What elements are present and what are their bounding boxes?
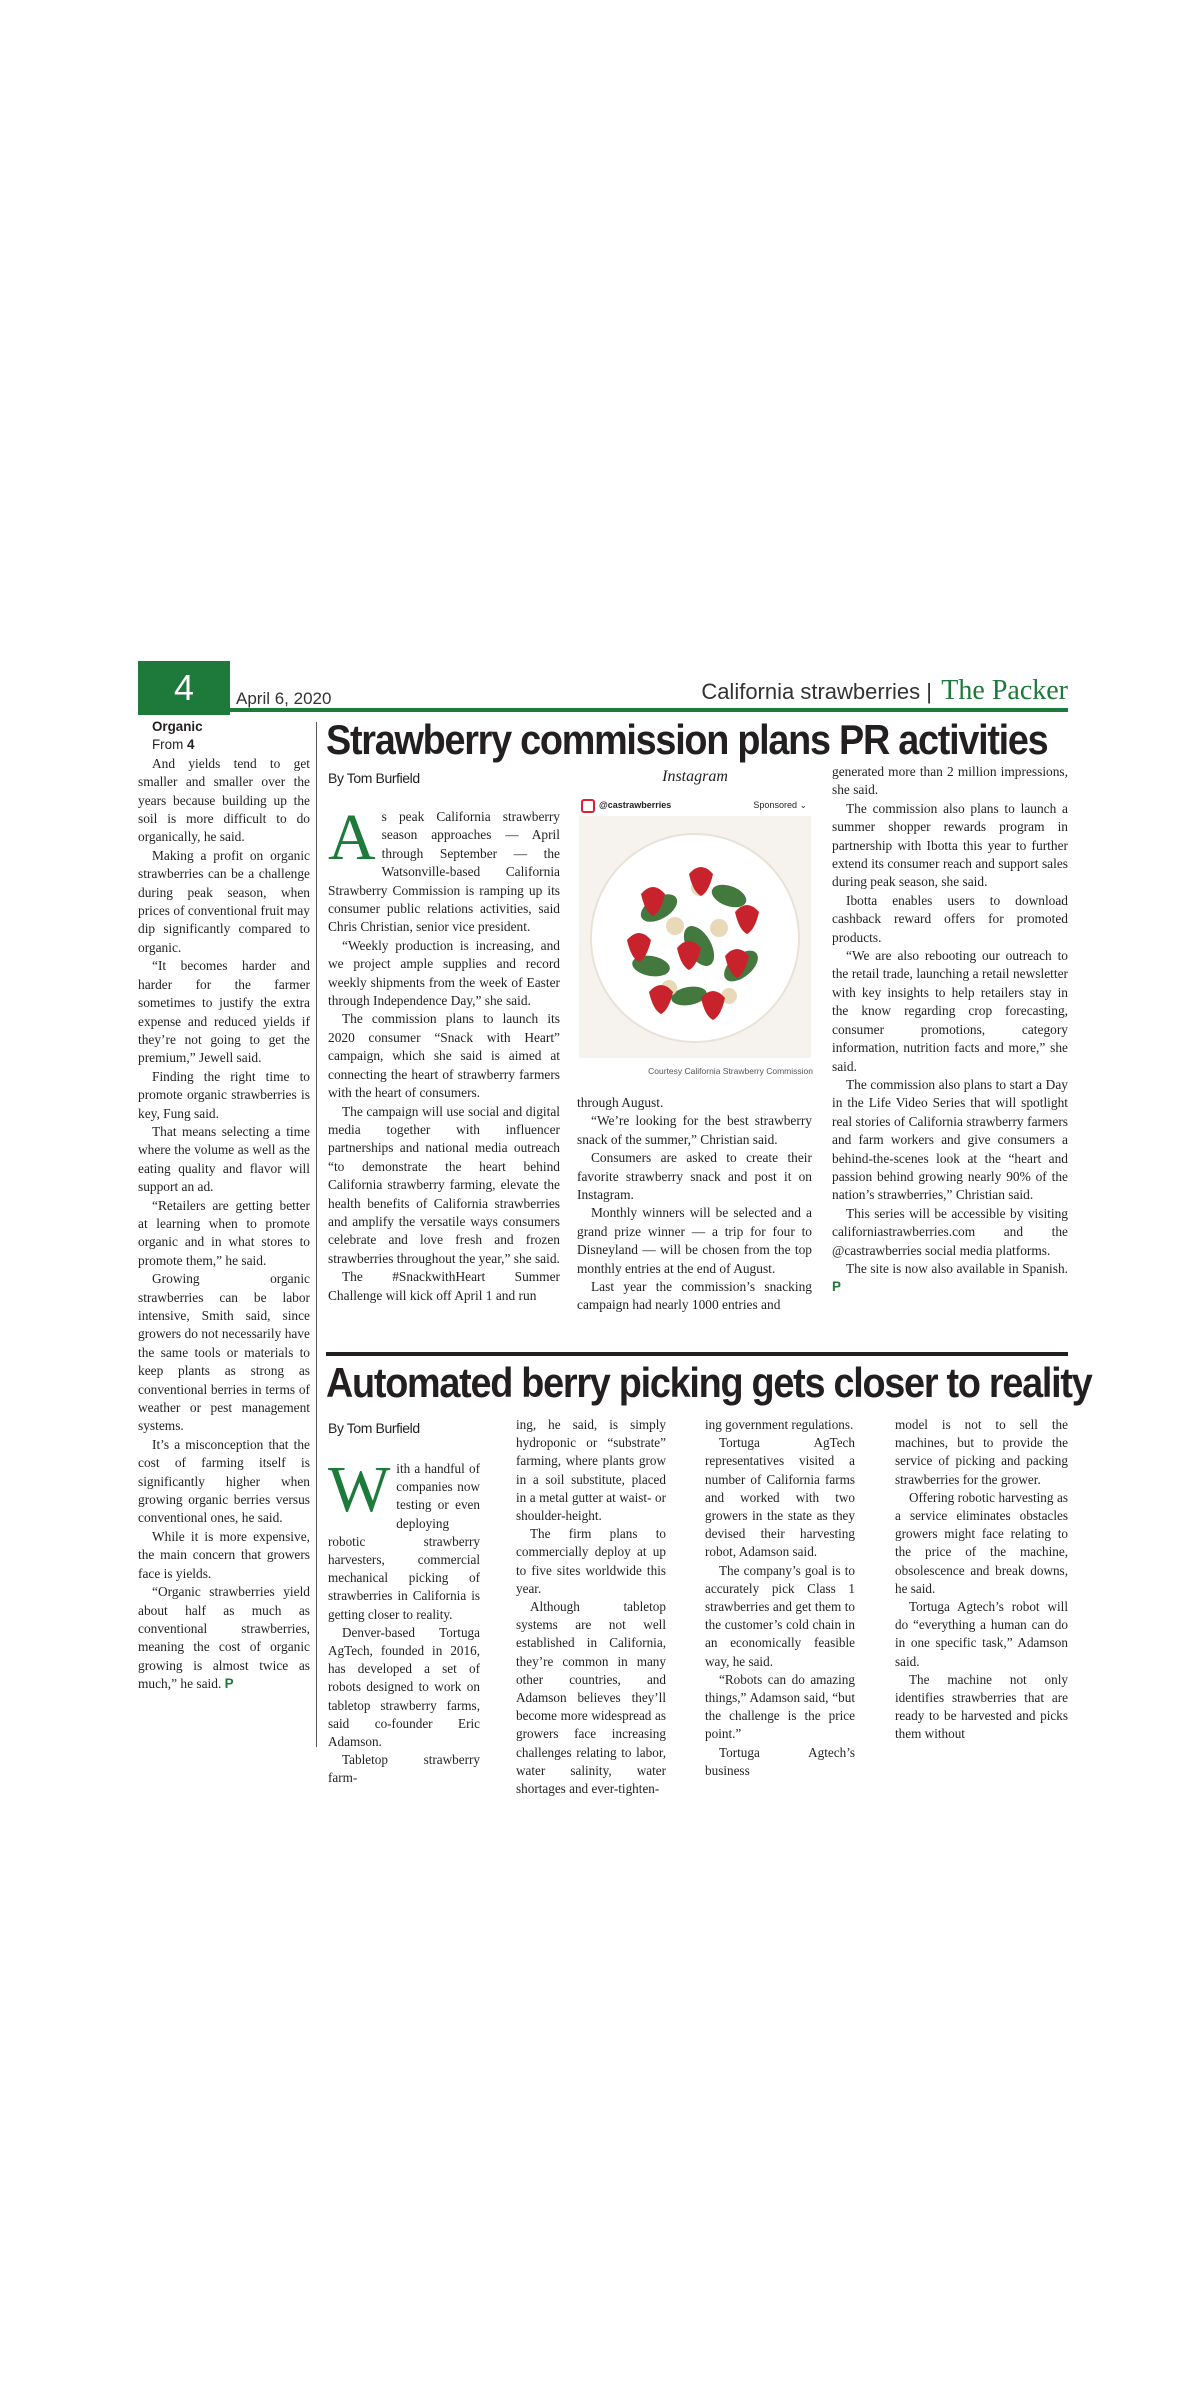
header-rule bbox=[138, 708, 1068, 712]
story1-headline: Strawberry commission plans PR activities bbox=[326, 716, 1048, 763]
paragraph: While it is more expensive, the main concern that growers face is yields. bbox=[138, 1528, 310, 1581]
story1-byline: By Tom Burfield bbox=[328, 770, 420, 786]
issue-date: April 6, 2020 bbox=[236, 689, 332, 708]
paragraph: The #SnackwithHeart Summer Challenge will kick off April 1 and run bbox=[328, 1269, 560, 1303]
continued-story-column bbox=[138, 718, 310, 1694]
story2-column-1 bbox=[328, 1453, 480, 1788]
paragraph bbox=[832, 1260, 1068, 1297]
story1-photo bbox=[577, 768, 813, 1082]
instagram-wordmark: Instagram bbox=[662, 768, 728, 785]
paragraph: “We are also rebooting our outreach to the retail trade, launching a retail newsletter with key insights to help retailers stay in the know regarding crop forecasting, consumer promotions, category information, nutrition facts and more,” she said. bbox=[832, 948, 1068, 1074]
paragraph: ing government regulations. bbox=[705, 1417, 854, 1432]
paragraph: Monthly winners will be selected and a grand prize winner — a trip for four to Disneyland — will be chosen from the top monthly entries at the end of August. bbox=[577, 1205, 812, 1276]
paragraph bbox=[328, 1453, 480, 1624]
story1-column-2 bbox=[577, 1094, 812, 1315]
paragraph: “It becomes harder and harder for the farmer sometimes to justify the extra expense and reduced yields if they’re not going to get the premium,” Jewell said. bbox=[138, 958, 310, 1066]
paragraph: That means selecting a time where the volume as well as the eating quality and flavor will support an ad. bbox=[138, 1123, 310, 1195]
paragraph: through August. bbox=[577, 1095, 664, 1110]
paragraph: The commission also plans to start a Day in the Life Video Series that will spotlight real stories of California strawberry farmers and farm workers and give consumers a behind-the-scenes look at the “heart and passion behind growing nearly 90% of the nation’s strawberries,” Christian said. bbox=[832, 1076, 1068, 1203]
column-divider bbox=[316, 722, 317, 1747]
section-name: California strawberries | bbox=[701, 679, 932, 704]
story-kicker: Organic bbox=[152, 719, 203, 734]
account-handle: @castrawberries bbox=[599, 800, 672, 810]
paragraph: ing, he said, is simply hydroponic or “substrate” farming, where plants grow in a soil substitute, placed in a metal gutter at waist- or shoulder-height. bbox=[516, 1417, 666, 1524]
paragraph: Finding the right time to promote organic strawberries is key, Fung said. bbox=[138, 1068, 310, 1121]
continued-story-body bbox=[138, 755, 310, 1694]
paragraph bbox=[138, 1583, 310, 1693]
paragraph: Making a profit on organic strawberries can be a challenge during peak season, when prices of conventional fruit may dip significantly compared to organic. bbox=[138, 847, 310, 955]
paragraph: “We’re looking for the best strawberry snack of the summer,” Christian said. bbox=[577, 1113, 812, 1147]
paragraph: “Robots can do amazing things,” Adamson said, “but the challenge is the price point.” bbox=[705, 1671, 855, 1742]
paragraph: model is not to sell the machines, but to provide the service of picking and packing strawberries for the grower. bbox=[895, 1417, 1068, 1487]
drop-cap: A bbox=[328, 801, 376, 874]
paragraph-text: s peak California strawberry season approaches — April through September — the Watsonville-based California Strawberry Commission is ramping up its consumer public relations activities, said Chris Christian, senior vice president. bbox=[328, 809, 560, 935]
paragraph bbox=[328, 801, 560, 937]
story2-byline: By Tom Burfield bbox=[328, 1420, 420, 1436]
paragraph-text: ith a handful of companies now testing or even deploying robotic strawberry harvesters, commercial mechanical picking of strawberries in California is getting closer to reality. bbox=[328, 1461, 480, 1622]
paragraph: “Weekly production is increasing, and we project ample supplies and record weekly shipments from the week of Easter through Independence Day,” she said. bbox=[328, 937, 560, 1009]
paragraph: Tortuga AgTech representatives visited a number of California farms and worked with two growers in the state as they devised their harvesting robot, Adamson said. bbox=[705, 1435, 855, 1560]
jump-line bbox=[138, 736, 310, 754]
end-mark: P bbox=[224, 1676, 234, 1692]
paragraph: generated more than 2 million impressions, she said. bbox=[832, 764, 1068, 798]
story-separator-rule bbox=[326, 1352, 1068, 1356]
paragraph: And yields tend to get smaller and smaller over the years because building up the soil is more difficult to do organically, he said. bbox=[138, 755, 310, 845]
paragraph: Ibotta enables users to download cashback reward offers for promoted products. bbox=[832, 892, 1068, 945]
story2-column-3 bbox=[705, 1416, 855, 1780]
paragraph: The company’s goal is to accurately pick Class 1 strawberries and get them to the customer’s cold chain in an economically feasible way, he said. bbox=[705, 1562, 855, 1669]
paragraph: Consumers are asked to create their favorite strawberry snack and post it on Instagram. bbox=[577, 1150, 812, 1203]
paragraph: Offering robotic harvesting as a service eliminates obstacles growers might face relating to the price of the machine, obsolescence and break downs, he said. bbox=[895, 1489, 1068, 1596]
paragraph: Growing organic strawberries can be labor intensive, Smith said, since growers do not necessarily have the same tools or materials to keep plants as strong as conventional berries in terms of weather or pest management systems. bbox=[138, 1271, 310, 1434]
jump-label: From bbox=[152, 737, 184, 753]
story1-column-1 bbox=[328, 801, 560, 1305]
story2-headline: Automated berry picking gets closer to reality bbox=[326, 1359, 1092, 1406]
paragraph-text: “Organic strawberries yield about half as much as conventional strawberries, meaning the cost of organic growing is almost twice as much,” he said. bbox=[138, 1584, 310, 1692]
story2-column-4 bbox=[895, 1416, 1068, 1744]
strawberry-snack-photo bbox=[579, 816, 811, 1058]
paragraph: “Retailers are getting better at learning when to promote organic and in what stores to promote them,” he said. bbox=[138, 1197, 310, 1268]
paragraph: The commission also plans to launch a summer shopper rewards program in partnership with Ibotta this year to further extend its consumer reach and support sales during peak season, she said. bbox=[832, 800, 1068, 890]
instagram-icon bbox=[581, 799, 595, 813]
page-number: 4 bbox=[138, 661, 230, 715]
photo-credit: Courtesy California Strawberry Commission bbox=[648, 1066, 813, 1076]
paragraph: The commission plans to launch its 2020 consumer “Snack with Heart” campaign, which she said is aimed at connecting the heart of strawberry farmers with the heart of consumers. bbox=[328, 1011, 560, 1101]
page-header bbox=[138, 661, 1068, 715]
paragraph: It’s a misconception that the cost of farming itself is significantly higher when growing organic berries versus conventional ones, he said. bbox=[138, 1436, 310, 1526]
paragraph-text: The site is now also available in Spanish. bbox=[846, 1260, 1068, 1276]
paragraph: Tortuga Agtech’s robot will do “everything a human can do in one specific task,” Adamson said. bbox=[895, 1599, 1068, 1669]
paragraph: The machine not only identifies strawberries that are ready to be harvested and picks them without bbox=[895, 1671, 1068, 1742]
paragraph: The firm plans to commercially deploy at up to five sites worldwide this year. bbox=[516, 1526, 666, 1596]
story2-column-2 bbox=[516, 1416, 666, 1798]
drop-cap: W bbox=[328, 1453, 391, 1526]
jump-page: 4 bbox=[186, 737, 195, 753]
end-mark: P bbox=[832, 1279, 841, 1295]
paragraph: Denver-based Tortuga AgTech, founded in 2016, has developed a set of robots designed to work on tabletop strawberry farms, said co-founder Eric Adamson. bbox=[328, 1624, 480, 1750]
story1-column-3 bbox=[832, 763, 1068, 1297]
strawberry-plate-illustration bbox=[579, 816, 811, 1058]
sponsored-label: Sponsored ⌄ bbox=[753, 800, 807, 810]
paragraph: This series will be accessible by visiting californiastrawberries.com and the @castrawberries social media platforms. bbox=[832, 1205, 1068, 1258]
paragraph: Although tabletop systems are not well established in California, they’re common in many other countries, and Adamson believes they’ll become more widespread as growers face increasing challenges relating to labor, water salinity, water shortages and ever-tighten- bbox=[516, 1599, 666, 1797]
paragraph: Tortuga Agtech’s business bbox=[705, 1744, 855, 1778]
instagram-post-bar bbox=[579, 798, 811, 816]
paragraph: The campaign will use social and digital media together with influencer partnerships and national media outreach “to demonstrate the heart behind California strawberry farming, elevate the health benefits of California strawberries and amplify the versatile ways consumers celebrate and love fresh and frozen strawberries throughout the year,” she said. bbox=[328, 1103, 560, 1266]
publication-brand: The Packer bbox=[941, 675, 1068, 706]
paragraph: Last year the commission’s snacking campaign had nearly 1000 entries and bbox=[577, 1279, 812, 1313]
paragraph: Tabletop strawberry farm- bbox=[328, 1752, 480, 1786]
